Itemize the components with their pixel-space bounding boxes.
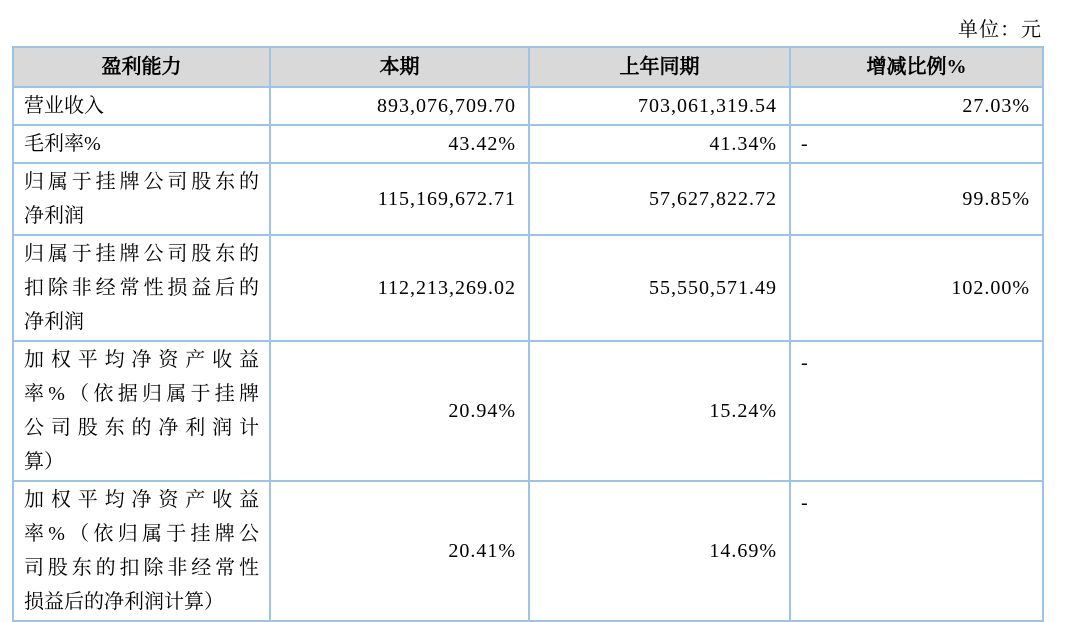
label-line: 毛利率% [24,133,101,155]
unit-label: 单位：元 [958,19,1042,41]
change-ratio-value: - [790,481,1043,621]
table-header-row [13,47,1043,87]
col-header-change-ratio: 增减比例% [790,47,1043,87]
label-line: 司股东的扣除非经常性 [24,557,259,579]
label-line: 扣除非经常性损益后的 [24,277,259,299]
change-ratio-value: - [790,341,1043,481]
change-ratio-value: - [790,125,1043,163]
table-row [13,163,1043,235]
row-label [13,163,270,235]
prior-period-value: 55,550,571.49 [529,235,790,341]
label-line: 加权平均净资产收益 [24,489,259,511]
prior-period-value: 14.69% [529,481,790,621]
col-header-prior-period: 上年同期 [529,47,790,87]
col-header-indicator: 盈利能力 [13,47,270,87]
label-line: 加权平均净资产收益 [24,349,259,371]
label-line: 损益后的净利润计算） [24,591,224,613]
current-period-value: 115,169,672.71 [270,163,529,235]
prior-period-value: 15.24% [529,341,790,481]
row-label [13,87,270,125]
label-line: 公司股东的净利润计 [24,417,259,439]
table-row [13,87,1043,125]
row-label [13,125,270,163]
table-row [13,341,1043,481]
profitability-table [12,46,1044,622]
prior-period-value: 41.34% [529,125,790,163]
label-line: 营业收入 [24,95,104,117]
change-ratio-value: 102.00% [790,235,1043,341]
current-period-value: 893,076,709.70 [270,87,529,125]
table-row [13,125,1043,163]
label-line: 率%（依据归属于挂牌 [24,383,259,405]
table-body [13,87,1043,621]
row-label [13,481,270,621]
change-ratio-value: 99.85% [790,163,1043,235]
label-line: 算） [24,451,64,473]
change-ratio-value: 27.03% [790,87,1043,125]
label-line: 率%（依归属于挂牌公 [24,523,259,545]
label-line: 净利润 [24,311,84,333]
prior-period-value: 703,061,319.54 [529,87,790,125]
row-label [13,235,270,341]
current-period-value: 20.41% [270,481,529,621]
current-period-value: 43.42% [270,125,529,163]
prior-period-value: 57,627,822.72 [529,163,790,235]
row-label [13,341,270,481]
current-period-value: 112,213,269.02 [270,235,529,341]
current-period-value: 20.94% [270,341,529,481]
table-row [13,235,1043,341]
label-line: 净利润 [24,205,84,227]
label-line: 归属于挂牌公司股东的 [24,243,259,265]
col-header-current-period: 本期 [270,47,529,87]
label-line: 归属于挂牌公司股东的 [24,171,259,193]
table-row [13,481,1043,621]
